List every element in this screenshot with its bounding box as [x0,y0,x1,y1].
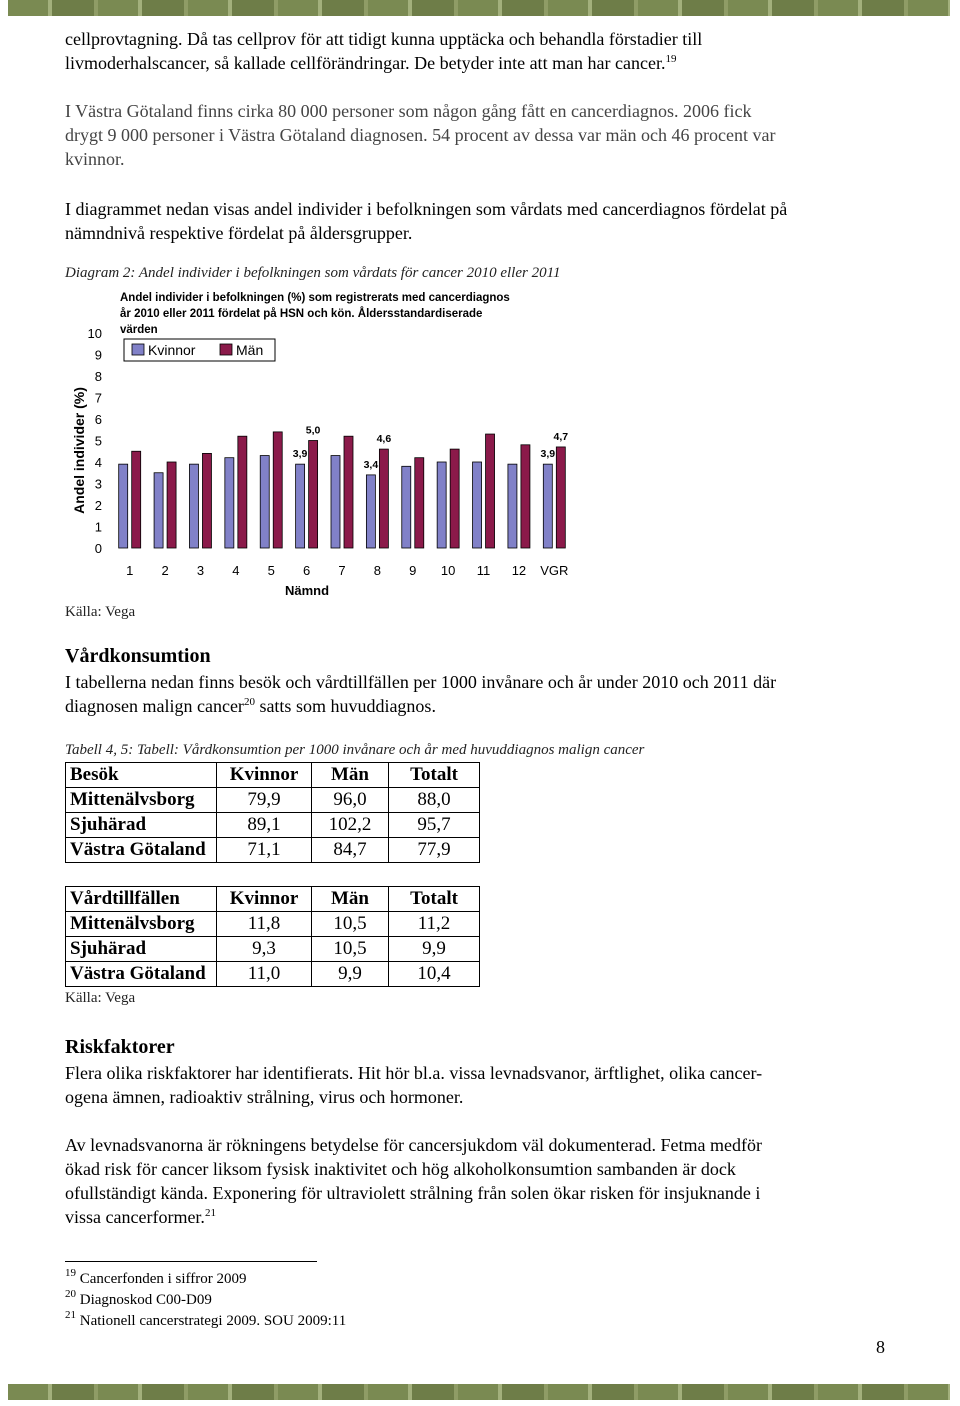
paragraph-2-line-3: kvinnor. [65,149,125,169]
section-heading-riskfaktorer: Riskfaktorer [65,1036,175,1058]
y-tick-label: 8 [94,369,102,384]
table-cell: 95,7 [389,813,480,838]
bar-kvinnor [119,464,128,548]
bar-man [238,436,247,548]
diagram-caption: Diagram 2: Andel individer i befolkningen som vårdats för cancer 2010 eller 2011 [65,265,561,281]
riskfaktorer-p1-line-1: Flera olika riskfaktorer har identifierats. Hit hör bl.a. vissa levnadsvanor, ärftlighet, olika cancer- [65,1063,763,1083]
footnote-21: $^{21}$ Nationell cancerstrategi 2009. SOU 2009:11 [65,1309,347,1329]
x-tick-label: 9 [409,563,417,578]
x-tick-label: 1 [126,563,134,578]
riskfaktorer-p2-line-1: Av levnadsvanorna är rökningens betydelse för cancersjukdom väl dokumenterad. Fetma medför [65,1135,762,1155]
table-cell: 88,0 [389,788,480,813]
table-cell: 10,4 [389,962,480,987]
table-cell: 9,9 [389,937,480,962]
y-tick-label: 0 [94,541,102,556]
riskfaktorer-p1-line-2: ogena ämnen, radioaktiv strålning, virus och hormoner. [65,1087,464,1107]
bar-man [379,449,388,548]
x-tick-label: 4 [232,563,240,578]
bar-man [521,445,530,548]
paragraph-3-line-1: I diagrammet nedan visas andel individer i befolkningen som vårdats med cancerdiagnos fördelat på [65,199,788,219]
bar-man [415,458,424,548]
data-label: 3,4 [363,458,379,471]
row-label: Mittenälvsborg [66,788,217,813]
x-tick-label: 7 [338,563,346,578]
bar-man [450,449,459,548]
table-row [66,962,480,987]
bar-man [344,436,353,548]
header-cell: Kvinnor [217,887,312,912]
paragraph-2-line-2: drygt 9 000 personer i Västra Götaland diagnosen. 54 procent av dessa var män och 46 procent var [65,125,776,145]
table-row [66,937,480,962]
table-cell: 102,2 [312,813,389,838]
bar-man [273,432,282,548]
y-tick-label: 10 [87,326,102,341]
table-cell: 77,9 [389,838,480,863]
bar-man [486,434,495,548]
bar-man [556,447,565,548]
header-cell: Totalt [389,763,480,788]
y-axis-label: Andel individer (%) [71,387,87,514]
y-tick-label: 7 [94,390,102,406]
paragraph-1-line-2: livmoderhalscancer, så kallade cellförändringar. De betyder inte att man har cancer.$^{19}$ [65,53,677,73]
table-cell: 89,1 [217,813,312,838]
legend-swatch-man [220,344,232,355]
footnote-ref-19[interactable]: 19 [665,53,677,65]
x-tick-label: 10 [440,563,456,578]
bar-kvinnor [189,464,198,548]
legend-label: Män [236,342,264,358]
bar-man [167,462,176,548]
table-row [66,813,480,838]
bar-kvinnor [437,462,446,548]
bar-kvinnor [225,458,234,548]
table-cell: 9,3 [217,937,312,962]
row-label: Västra Götaland [66,962,217,987]
footnote-19: $^{19}$ Cancerfonden i siffror 2009 [65,1267,247,1287]
y-tick-label: 1 [94,519,102,535]
bar-man [309,441,318,549]
table-vardtillfallen [65,886,480,987]
x-axis-label: Nämnd [284,583,330,598]
paragraph-3-line-2: nämndnivå respektive fördelat på åldersgrupper. [65,223,413,243]
row-label: Sjuhärad [66,937,217,962]
x-tick-label: 2 [161,563,169,578]
chart-title-line: Andel individer i befolkningen (%) som registrerats med cancerdiagnos [120,292,510,304]
bar-kvinnor [296,464,305,548]
bottom-decorative-bar [8,1384,950,1400]
table-cell: 11,0 [217,962,312,987]
y-tick-label: 3 [94,476,102,492]
chart-title-line: värden [120,324,158,336]
bar-kvinnor [402,466,411,548]
table-header-row [66,887,480,912]
table-cell: 11,2 [389,912,480,937]
bar-kvinnor [154,473,163,548]
header-cell: Besök [66,763,217,788]
header-cell: Vårdtillfällen [66,887,217,912]
top-decorative-bar [8,0,950,16]
bar-kvinnor [508,464,517,548]
footnote-ref-21[interactable]: 21 [204,1207,216,1219]
riskfaktorer-p2-line-3: ofullständigt kända. Exponering för ultraviolett strålning från solen ökar risken för insjuknande i [65,1183,761,1203]
bar-kvinnor [331,456,340,548]
data-label: 5,0 [305,424,321,437]
row-label: Västra Götaland [66,838,217,863]
data-label: 3,9 [540,448,556,461]
header-cell: Kvinnor [217,763,312,788]
table-caption: Tabell 4, 5: Tabell: Vårdkonsumtion per 1000 invånare och år med huvuddiagnos malign cancer [65,742,645,758]
x-tick-label: VGR [540,563,569,578]
table-cell: 84,7 [312,838,389,863]
x-tick-label: 3 [196,563,205,578]
x-tick-label: 12 [511,563,527,578]
chart-title-line: år 2010 eller 2011 fördelat på HSN och kön. Åldersstandardiserade [120,308,483,320]
bar-kvinnor [543,464,552,548]
y-tick-label: 5 [94,433,102,449]
legend-swatch-kvinnor [132,344,144,355]
x-tick-label: 11 [476,563,491,578]
data-label: 4,6 [376,433,392,446]
table-row [66,912,480,937]
bar-man [202,453,211,548]
table-row [66,838,480,863]
table-cell: 96,0 [312,788,389,813]
y-tick-label: 4 [94,455,102,470]
x-tick-label: 8 [373,563,382,578]
paragraph-1-line-1: cellprovtagning. Då tas cellprov för att tidigt kunna upptäcka och behandla förstadier till [65,29,703,49]
table-row [66,788,480,813]
table-cell: 79,9 [217,788,312,813]
page-number: 8 [876,1337,885,1357]
legend-label: Kvinnor [148,342,196,358]
table-cell: 10,5 [312,937,389,962]
x-tick-label: 6 [302,563,311,578]
vardkonsumtion-line-1: I tabellerna nedan finns besök och vårdtillfällen per 1000 invånare och år under 2010 och 2011 där [65,672,777,692]
header-cell: Totalt [389,887,480,912]
header-cell: Män [312,887,389,912]
table-header-row [66,763,480,788]
section-heading-vardkonsumtion: Vårdkonsumtion [65,645,211,667]
x-tick-label: 5 [267,563,275,578]
header-cell: Män [312,763,389,788]
bar-man [132,451,141,548]
footnote-ref-20[interactable]: 20 [243,696,255,708]
data-label: 4,7 [553,430,569,443]
bar-kvinnor [260,456,269,548]
y-tick-label: 6 [94,412,102,427]
y-tick-label: 2 [94,498,102,513]
chart-source: Källa: Vega [65,604,136,620]
table-cell: 11,8 [217,912,312,937]
bar-kvinnor [366,475,375,548]
row-label: Mittenälvsborg [66,912,217,937]
table-cell: 71,1 [217,838,312,863]
row-label: Sjuhärad [66,813,217,838]
vardkonsumtion-line-2: diagnosen malign cancer$^{20}$ satts som huvuddiagnos. [65,696,436,716]
table-cell: 9,9 [312,962,389,987]
footnote-separator [65,1261,317,1262]
cancer-share-bar-chart [60,285,600,605]
table-source: Källa: Vega [65,990,136,1006]
table-besok [65,762,480,863]
riskfaktorer-p2-line-4: vissa cancerformer.$^{21}$ [65,1207,216,1227]
paragraph-2-line-1: I Västra Götaland finns cirka 80 000 personer som någon gång fått en cancerdiagnos. 2006 fick [65,101,752,121]
riskfaktorer-p2-line-2: ökad risk för cancer liksom fysisk inaktivitet och hög alkoholkonsumtion sambanden är dock [65,1159,736,1179]
bar-kvinnor [473,462,482,548]
footnote-20: $^{20}$ Diagnoskod C00-D09 [65,1288,212,1308]
table-cell: 10,5 [312,912,389,937]
data-label: 3,9 [292,448,308,461]
y-tick-label: 9 [94,347,102,363]
